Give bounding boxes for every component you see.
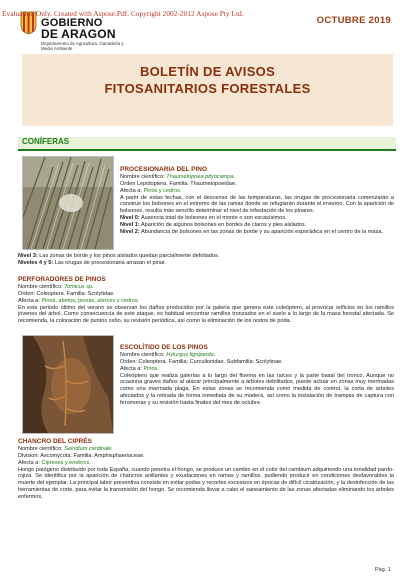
perforadores-body: En este periodo último del verano se observan los daños producidos por la galería que genera este coleóptero, al provocar orificios en los ramillos jóvenes del árbol. Como consecuencia de este ataque, es habitual encontrar ramillos tronzados en el suelo a lo largo de la masa forestal afectada. Se recomienda, la coloración de puntos cebo, su revisión periódica, así como la eliminación de los restos de poda.	[18, 304, 394, 325]
affects-label: Afecta a:	[120, 365, 144, 372]
procesionaria-body: A partir de estas fechas, con el descenso de las temperaturas, las orugas de procesionaria comenzarán a construir los bolsones en el extremo de las ramas donde se refugiarán durante el invierno. Con la aparición de bolsones, resulta más sencillo determinar el nivel de infestación de los pinares.	[120, 194, 394, 215]
escolitido-body: Coleóptero que realiza galerías a lo largo del floema en las raíces y la parte basal del tronco. Aunque no ocasiona graves daños al atacar principalmente a árboles debilitados, puede actuar en zonas muy mermadas como una marmada plaga. En estas zonas se recomienda como medida de control, la corta de árboles afectados y la retirada de forma inmediata de su madera, así como la instalación de trampas de captura con feromonas y su revisión hasta finales del mes de octubre.	[120, 372, 394, 406]
chancro-affects	[18, 460, 394, 467]
level-0	[120, 215, 394, 222]
level-text: Abundancia de bolsones en las zonas de borde y su aparición esporádica en el centro de la masa.	[139, 228, 384, 235]
level-3	[18, 253, 394, 260]
logo-line-1: GOBIERNO	[41, 17, 103, 29]
sci-name: Hylurgus ligniperda.	[166, 352, 216, 358]
procesionaria-photo	[22, 156, 114, 250]
sci-name: Tomicus sp.	[64, 284, 94, 290]
chancro-body: Hongo patógeno distribuido por toda España, cuando penetra el hongo, se produce un cambio en el color del cambium adquiriendo una tonalidad pardo-rojiza. Se identifica por la aparición de chancros anillantes y exudaciones en ramas y ramillos, pudiendo producir en condiciones desfavorables la muerte del ejemplar. La principal labor preventiva consiste en evitar podas y recortes excesivos en épocas de difícil cicatrización, y la desinfección de las herramientas de corte, para evitar la transmisión del hongo. Se recomienda llevar a cabo el saneamiento de las zonas afectadas eliminando los árboles enfermos.	[18, 466, 394, 500]
level-2	[120, 229, 394, 236]
chancro-division: Division: Ascomycota. Familia: Amphisphaeriaceae.	[18, 452, 145, 459]
bulletin-date: OCTUBRE 2019	[316, 15, 391, 26]
procesionaria-levels-wide	[18, 253, 394, 267]
sci-label: Nombre científico:	[18, 446, 65, 452]
level-text: Las zonas de borde y los pinos aislados quedan parcialmente defoliados.	[37, 253, 220, 259]
procesionaria-affects	[120, 188, 394, 195]
level-4-5	[18, 260, 394, 267]
perforadores-sci	[18, 284, 394, 291]
section-label: CONÍFERAS	[22, 137, 70, 146]
logo-department: Departamento de Agricultura, Ganadería y Medio Ambiente	[41, 41, 124, 51]
level-text: Las orugas de procesionaria arrasan el pinar.	[53, 259, 167, 266]
escolitido-order: Orden: Coleoptera. Familia: Curculionidae. Subfamilia: Scolytinae.	[120, 358, 283, 365]
level-label: Niveles 4 y 5:	[18, 259, 54, 266]
chancro-heading: CHANCRO DEL CIPRÉS	[18, 438, 92, 445]
title-line-1: BOLETÍN DE AVISOS	[139, 64, 276, 79]
procesionaria-order: Orden Lepidoptera. Familia: Thaumetopoeidae.	[120, 180, 237, 187]
level-text: Aparición de algunos bolsones en bordes de claros y pies aislados.	[139, 221, 307, 228]
level-text: Ausencia total de bolsones en el monte o son escasísimos.	[139, 215, 287, 222]
affects-label: Afecta a:	[18, 297, 42, 304]
section-header-coniferas	[18, 137, 396, 151]
pine-nest-image	[23, 157, 113, 249]
chancro-sci	[18, 446, 394, 453]
escolitido-photo	[22, 335, 114, 434]
perforadores-text	[18, 276, 394, 325]
chancro-text	[18, 438, 394, 501]
level-label: Nivel 1:	[120, 221, 140, 228]
procesionaria-sci	[120, 174, 394, 181]
sci-label: Nombre científico:	[18, 284, 65, 290]
escolitido-heading: ESCOLÍTIDO DE LOS PINOS	[120, 344, 208, 351]
perforadores-order: Orden: Coleoptera. Familia: Scolytidae.	[18, 290, 115, 297]
page-number: Pág. 1	[374, 567, 391, 573]
affects-label: Afecta a:	[120, 187, 144, 194]
title-line-2: FITOSANITARIOS FORESTALES	[104, 81, 311, 96]
affects-label: Afecta a:	[18, 459, 42, 466]
sci-name: Thaumetopoea pityocampa.	[166, 174, 236, 180]
sci-label: Nombre científico:	[120, 174, 167, 180]
bark-beetle-image	[23, 336, 113, 433]
perforadores-heading: PERFORADORES DE PINOS	[18, 276, 106, 283]
sci-label: Nombre científico:	[120, 352, 167, 358]
escolitido-text	[120, 344, 394, 407]
procesionaria-text	[120, 166, 394, 236]
affects-value: Cipreses y enebros.	[41, 459, 91, 466]
level-label: Nivel 3:	[18, 253, 38, 259]
affects-value: Pinos, abetos, piceas, alerces y cedros.	[41, 297, 140, 304]
logo-line-2: DE ARAGON	[41, 27, 116, 41]
affects-value: Pinos.	[143, 365, 159, 372]
affects-value: Pinos y cedros.	[143, 187, 182, 194]
title-banner	[22, 54, 393, 126]
perforadores-affects	[18, 298, 394, 305]
escolitido-sci	[120, 352, 394, 359]
level-label: Nivel 0:	[120, 215, 140, 222]
level-1	[120, 222, 394, 229]
escolitido-affects	[120, 366, 394, 373]
procesionaria-heading: PROCESIONARIA DEL PINO	[120, 166, 208, 173]
evaluation-watermark: Evaluation Only. Created with Aspose.Pdf. Copyright 2002-2012 Aspose Pty Ltd.	[2, 9, 244, 18]
level-label: Nivel 2:	[120, 228, 140, 235]
sci-name: Seiridium cardinale.	[64, 446, 113, 452]
